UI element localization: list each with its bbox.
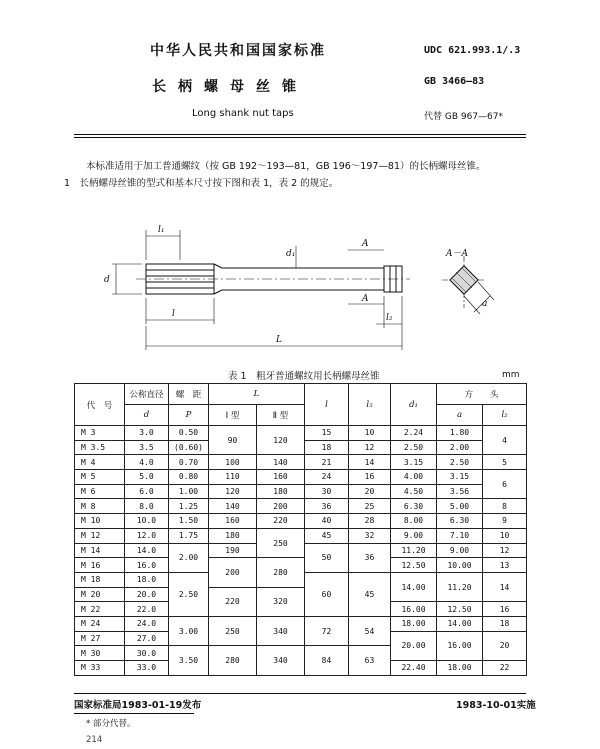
cell-d1: 9.00 [391,528,437,543]
cell-l: 60 [305,572,349,616]
cell-p: 0.50 [169,426,209,441]
effective-date: 1983-10-01实施 [456,700,536,711]
cell-d: 3.0 [125,426,169,441]
cell-l5: 63 [349,646,391,675]
header-pitch-sym: P [169,405,209,426]
cell-L1: 100 [209,455,257,470]
gb-number: GB 3466—83 [424,76,485,87]
cell-L2: 340 [257,646,305,675]
cell-a: 5.00 [437,499,483,514]
cell-code: M 3.5 [75,440,125,455]
cell-code: M 30 [75,646,125,661]
standard-title: 中华人民共和国国家标准 [150,43,326,59]
footnote: * 部分代替。 [86,719,136,729]
cell-code: M 3 [75,426,125,441]
cell-p: 1.25 [169,499,209,514]
cell-l: 50 [305,543,349,572]
table-row [75,499,527,514]
cell-L2: 160 [257,470,305,485]
cell-l: 21 [305,455,349,470]
cell-d: 18.0 [125,572,169,587]
cell-L1: 140 [209,499,257,514]
tap-drawing [100,216,520,356]
cell-l2: 20 [483,631,527,660]
table-unit: mm [502,370,520,380]
cell-l2: 13 [483,558,527,573]
table-row [75,616,527,631]
cell-L1: 220 [209,587,257,616]
cell-a: 18.00 [437,661,483,676]
cell-d: 22.0 [125,602,169,617]
cell-a: 9.00 [437,543,483,558]
cell-l5: 36 [349,543,391,572]
cell-l2: 22 [483,661,527,676]
table-row [75,558,527,573]
cell-a: 1.80 [437,426,483,441]
cell-l: 36 [305,499,349,514]
cell-a: 7.10 [437,528,483,543]
cell-d1: 11.20 [391,543,437,558]
label-A-top: A [362,239,369,249]
cell-p: 2.00 [169,543,209,572]
english-title: Long shank nut taps [192,108,294,119]
table-caption: 表 1 粗牙普通螺纹用长柄螺母丝锥 [228,371,380,382]
cell-a: 2.50 [437,455,483,470]
cell-code: M 8 [75,499,125,514]
cell-d: 20.0 [125,587,169,602]
cell-l5: 28 [349,514,391,529]
cell-p: 2.50 [169,572,209,616]
cell-d1: 12.50 [391,558,437,573]
cell-l: 30 [305,484,349,499]
cell-l2: 10 [483,528,527,543]
header-nominal: 公称直径 [125,384,169,405]
cell-d: 33.0 [125,661,169,676]
cell-a: 12.50 [437,602,483,617]
cell-l2: 8 [483,499,527,514]
cell-L2: 220 [257,514,305,529]
cell-L1: 180 [209,528,257,543]
cell-d: 27.0 [125,631,169,646]
cell-code: M 20 [75,587,125,602]
cell-l2: 12 [483,543,527,558]
cell-p: 1.75 [169,528,209,543]
cell-d: 3.5 [125,440,169,455]
cell-a: 11.20 [437,572,483,601]
cell-code: M 27 [75,631,125,646]
cell-p: 3.00 [169,616,209,645]
cell-d: 8.0 [125,499,169,514]
cell-a: 2.00 [437,440,483,455]
cell-L2: 180 [257,484,305,499]
cell-p: 0.80 [169,470,209,485]
cell-code: M 33 [75,661,125,676]
cell-l5: 20 [349,484,391,499]
cell-code: M 12 [75,528,125,543]
cell-code: M 18 [75,572,125,587]
cell-p: 3.50 [169,646,209,675]
cell-l5: 32 [349,528,391,543]
cell-a: 16.00 [437,631,483,660]
cell-l5: 16 [349,470,391,485]
label-section-AA: A－A [446,249,468,259]
table-row [75,470,527,485]
cell-L1: 250 [209,616,257,645]
cell-d: 30.0 [125,646,169,661]
spec-table [74,383,527,676]
cell-d1: 16.00 [391,602,437,617]
cell-l2: 14 [483,572,527,601]
cell-p: 1.00 [169,484,209,499]
clause-1-paragraph: 1 长柄螺母丝锥的型式和基本尺寸按下图和表 1，表 2 的规定。 [64,178,339,189]
cell-L1: 90 [209,426,257,455]
cell-d: 5.0 [125,470,169,485]
cell-L1: 190 [209,543,257,558]
header-a: a [437,405,483,426]
cell-code: M 16 [75,558,125,573]
cell-d1: 2.24 [391,426,437,441]
cell-code: M 4 [75,455,125,470]
cell-d: 6.0 [125,484,169,499]
cell-l2: 4 [483,426,527,455]
udc-number: UDC 621.993.1/.3 [424,45,521,56]
cell-d: 10.0 [125,514,169,529]
cell-d1: 18.00 [391,616,437,631]
cell-l: 40 [305,514,349,529]
cell-l2: 18 [483,616,527,631]
header-L: L [209,384,305,405]
table-row [75,514,527,529]
cell-d1: 4.50 [391,484,437,499]
cell-L2: 250 [257,528,305,557]
cell-l5: 12 [349,440,391,455]
footnote-rule [74,713,194,714]
cell-d1: 3.15 [391,455,437,470]
cell-l: 18 [305,440,349,455]
header-l2: l₂ [483,405,527,426]
replaces-note: 代替 GB 967—67* [424,112,504,122]
header-rule-2 [74,137,526,138]
header-type2: Ⅱ 型 [257,405,305,426]
cell-p: (0.60) [169,440,209,455]
cell-l: 72 [305,616,349,645]
cell-L2: 280 [257,558,305,587]
cell-l: 45 [305,528,349,543]
label-d1: d₁ [286,249,296,259]
cell-code: M 10 [75,514,125,529]
cell-d: 12.0 [125,528,169,543]
header-code: 代 号 [75,384,125,426]
cell-d: 14.0 [125,543,169,558]
label-l: l [172,309,175,319]
table-row [75,455,527,470]
cell-a: 6.30 [437,514,483,529]
cell-d1: 2.50 [391,440,437,455]
cell-a: 14.00 [437,616,483,631]
header-type1: Ⅰ 型 [209,405,257,426]
label-a: a [482,299,488,309]
footer-rule [74,693,526,694]
table-row [75,528,527,543]
cell-l5: 45 [349,572,391,616]
cell-d1: 22.40 [391,661,437,676]
cell-d: 4.0 [125,455,169,470]
cell-l5: 54 [349,616,391,645]
header-d1: d₁ [391,384,437,426]
issued-date: 国家标准局1983-01-19发布 [74,700,202,711]
cell-a: 10.00 [437,558,483,573]
label-L: L [276,335,282,345]
cell-L2: 340 [257,616,305,645]
header-pitch: 螺 距 [169,384,209,405]
cell-L1: 110 [209,470,257,485]
label-d: d [104,275,110,285]
cell-l5: 14 [349,455,391,470]
label-A-bottom: A [362,294,369,304]
scope-paragraph: 本标准适用于加工普通螺纹（按 GB 192～193—81，GB 196～197—81）的长柄螺母丝锥。 [86,161,486,172]
cell-L2: 200 [257,499,305,514]
cell-d1: 6.30 [391,499,437,514]
header-rule-1 [74,134,526,135]
cell-l: 84 [305,646,349,675]
cell-code: M 14 [75,543,125,558]
table-row [75,426,527,441]
table-row [75,484,527,499]
cell-p: 1.50 [169,514,209,529]
header-l5: l₅ [349,384,391,426]
cell-l: 15 [305,426,349,441]
cell-code: M 22 [75,602,125,617]
label-l2: l₂ [386,313,393,323]
cell-l5: 10 [349,426,391,441]
cell-l2: 6 [483,470,527,499]
cell-L1: 200 [209,558,257,587]
cell-d1: 8.00 [391,514,437,529]
cell-code: M 6 [75,484,125,499]
cell-d: 24.0 [125,616,169,631]
cell-L2: 140 [257,455,305,470]
cell-d: 16.0 [125,558,169,573]
cell-L2: 120 [257,426,305,455]
cell-a: 3.56 [437,484,483,499]
cell-l2: 9 [483,514,527,529]
cell-l: 24 [305,470,349,485]
cell-a: 3.15 [437,470,483,485]
cell-l5: 25 [349,499,391,514]
cell-L1: 120 [209,484,257,499]
cell-p: 0.70 [169,455,209,470]
page-number: 214 [86,735,103,745]
cell-d1: 4.00 [391,470,437,485]
cell-code: M 24 [75,616,125,631]
header-square: 方 头 [437,384,527,405]
cell-L1: 280 [209,646,257,675]
header-l: l [305,384,349,426]
cell-d1: 20.00 [391,631,437,660]
cell-L2: 320 [257,587,305,616]
cell-code: M 5 [75,470,125,485]
cell-L1: 160 [209,514,257,529]
label-l1: l₁ [158,225,165,235]
cell-l2: 5 [483,455,527,470]
standard-name: 长柄螺母丝锥 [152,79,308,95]
cell-l2: 16 [483,602,527,617]
header-nominal-sym: d [125,405,169,426]
cell-d1: 14.00 [391,572,437,601]
